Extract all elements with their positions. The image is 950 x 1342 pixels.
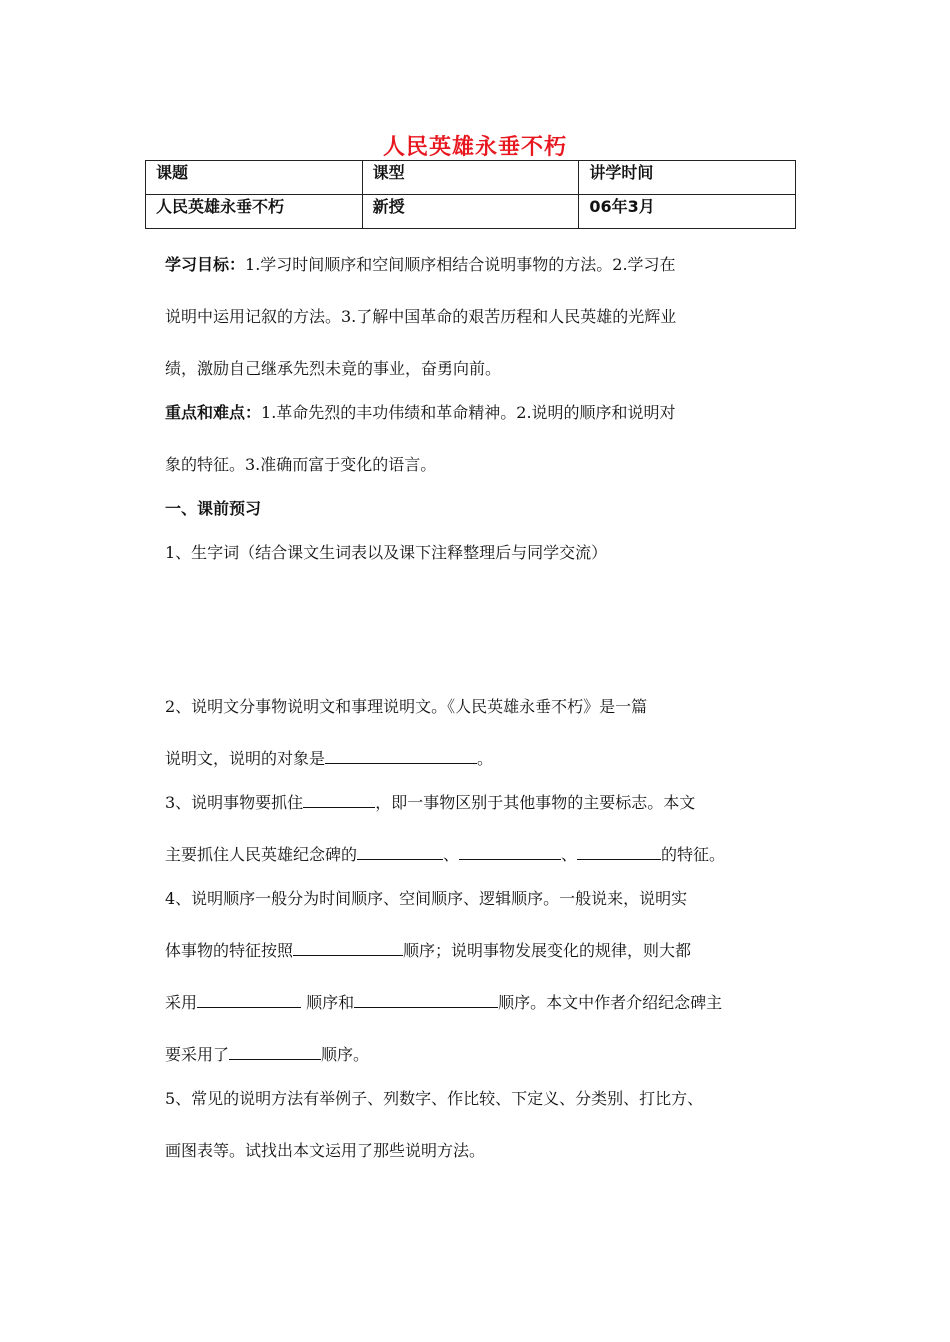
fill-blank-order-rule-2[interactable] <box>354 989 498 1008</box>
fill-blank-feature-2[interactable] <box>459 841 561 860</box>
goals-label: 学习目标： <box>165 255 246 274</box>
keypoints-label: 重点和难点： <box>165 403 262 422</box>
q3-text-a: 3、说明事物要抓住 <box>165 793 304 812</box>
question-4-line-1: 4、说明顺序一般分为时间顺序、空间顺序、逻辑顺序。一般说来，说明实 <box>165 889 688 908</box>
fill-blank-order-used[interactable] <box>229 1041 321 1060</box>
q4-text-e: 顺序。本文中作者介绍纪念碑主 <box>498 993 723 1012</box>
question-3-line-2 <box>165 840 805 884</box>
q4-text-d: 顺序和 <box>301 993 355 1012</box>
fill-blank-feature[interactable] <box>303 789 375 808</box>
page-title: 人民英雄永垂不朽 <box>382 135 567 160</box>
question-4-line-2 <box>165 936 805 988</box>
q3-text-d: 的特征。 <box>661 845 726 864</box>
keypoints-text-1: 1.革命先烈的丰功伟绩和革命精神。2.说明的顺序和说明对 <box>261 403 676 422</box>
fill-blank-object[interactable] <box>325 745 477 764</box>
q4-text-b: 顺序；说明事物发展变化的规律，则大都 <box>403 941 692 960</box>
q4-text-f: 要采用了 <box>165 1045 230 1064</box>
table-row <box>146 195 796 229</box>
fill-blank-feature-1[interactable] <box>357 841 443 860</box>
keypoints-line-2: 象的特征。3.准确而富于变化的语言。 <box>165 455 437 474</box>
q4-text-c: 采用 <box>165 993 198 1012</box>
keypoints-line-1 <box>165 398 805 450</box>
lesson-info-table <box>145 160 796 229</box>
header-time: 讲学时间 <box>579 161 796 195</box>
question-5-line-1: 5、常见的说明方法有举例子、列数字、作比较、下定义、分类别、打比方、 <box>165 1089 704 1108</box>
goals-text-1: 1.学习时间顺序和空间顺序相结合说明事物的方法。2.学习在 <box>245 255 676 274</box>
cell-topic: 人民英雄永垂不朽 <box>146 195 363 229</box>
question-3-line-1 <box>165 788 805 840</box>
fill-blank-feature-3[interactable] <box>577 841 661 860</box>
header-type: 课型 <box>362 161 579 195</box>
answer-space <box>165 590 805 692</box>
cell-type: 新授 <box>362 195 579 229</box>
q3-text-c: 主要抓住人民英雄纪念碑的 <box>165 845 358 864</box>
q3-sep-2: 、 <box>561 845 578 864</box>
question-2-line-1: 2、说明文分事物说明文和事理说明文。《人民英雄永垂不朽》是一篇 <box>165 697 648 716</box>
q4-text-g: 顺序。 <box>321 1045 370 1064</box>
q4-text-a: 体事物的特征按照 <box>165 941 294 960</box>
section-heading-preview: 一、课前预习 <box>165 499 262 518</box>
fill-blank-order-rule-1[interactable] <box>197 989 301 1008</box>
question-2-line-2 <box>165 744 805 788</box>
goals-line-1 <box>165 250 805 302</box>
question-4-line-3 <box>165 988 805 1040</box>
header-topic: 课题 <box>146 161 363 195</box>
question-5-line-2: 画图表等。试找出本文运用了那些说明方法。 <box>165 1141 486 1160</box>
question-1: 1、生字词（结合课文生词表以及课下注释整理后与同学交流） <box>165 543 608 562</box>
goals-line-3: 绩，激励自己继承先烈未竟的事业，奋勇向前。 <box>165 359 502 378</box>
table-header-row <box>146 161 796 195</box>
q2-text-b: 。 <box>477 749 494 768</box>
cell-time: 06年3月 <box>579 195 796 229</box>
q3-sep-1: 、 <box>443 845 460 864</box>
q3-text-b: ，即一事物区别于其他事物的主要标志。本文 <box>375 793 696 812</box>
question-4-line-4 <box>165 1040 805 1084</box>
goals-line-2: 说明中运用记叙的方法。3.了解中国革命的艰苦历程和人民英雄的光辉业 <box>165 307 677 326</box>
fill-blank-order-entity[interactable] <box>293 937 403 956</box>
q2-text-a: 说明文，说明的对象是 <box>165 749 326 768</box>
worksheet-body <box>165 250 805 1188</box>
